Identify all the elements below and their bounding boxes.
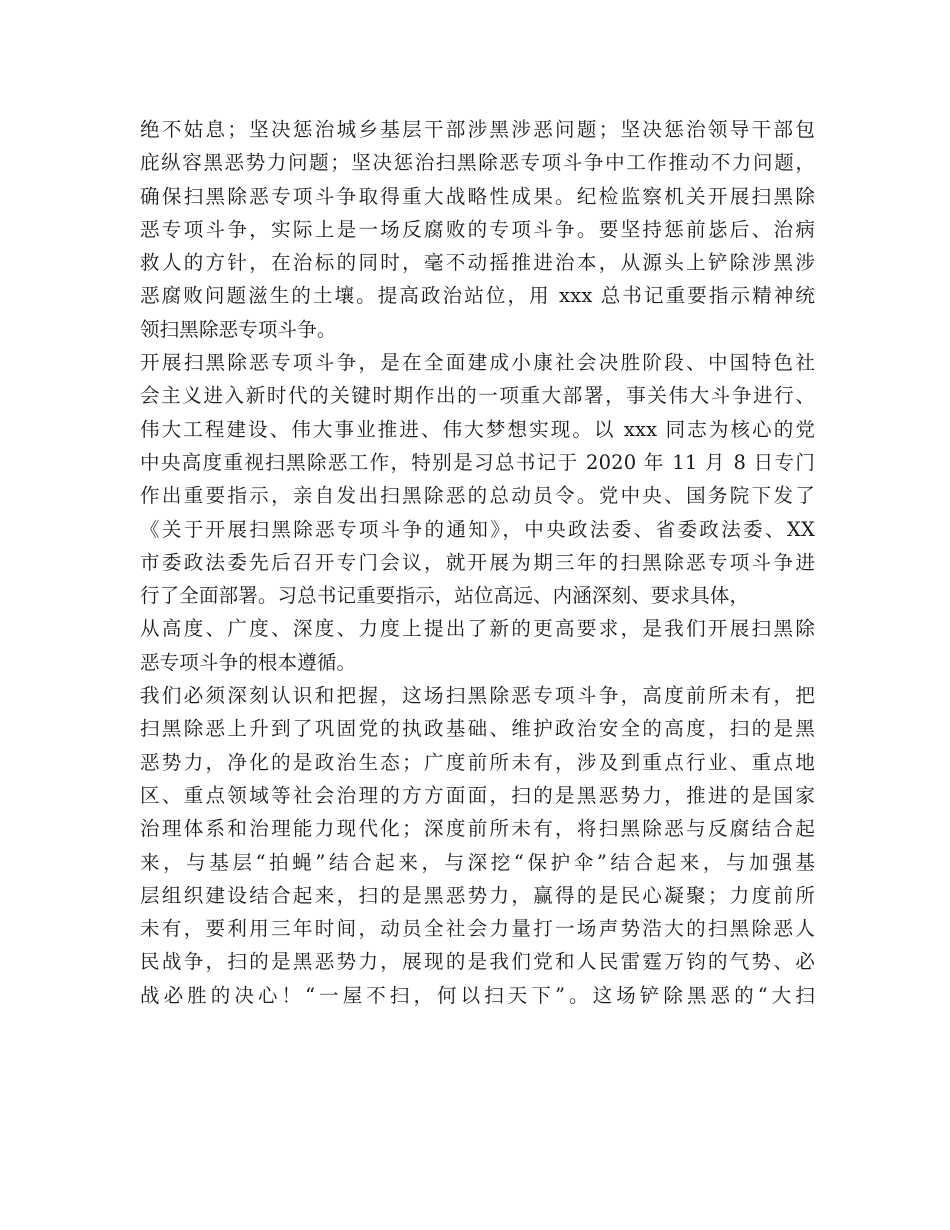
text-line: 会主义进入新时代的关键时期作出的一项重大部署，事关伟大斗争进行、 xyxy=(140,384,815,408)
text-line: 领扫黑除恶专项斗争。 xyxy=(140,317,337,341)
text-line: 恶腐败问题滋生的土壤。提高政治站位，用 xxx 总书记重要指示精神统 xyxy=(140,284,815,308)
document-body xyxy=(140,113,815,1012)
text-line: 民战争，扫的是黑恶势力，展现的是我们党和人民雷霆万钧的气势、必 xyxy=(140,950,815,974)
text-line: 治理体系和治理能力现代化；深度前所未有，将扫黑除恶与反腐结合起 xyxy=(140,817,815,841)
text-line: 伟大工程建设、伟大事业推进、伟大梦想实现。以 xxx 同志为核心的党 xyxy=(140,417,815,441)
text-line: 层组织建设结合起来，扫的是黑恶势力，赢得的是民心凝聚；力度前所 xyxy=(140,883,815,907)
text-line: 来，与基层“拍蝇”结合起来，与深挖“保护伞”结合起来，与加强基 xyxy=(140,850,815,874)
text-line: 开展扫黑除恶专项斗争，是在全面建成小康社会决胜阶段、中国特色社 xyxy=(140,351,815,375)
text-line: 确保扫黑除恶专项斗争取得重大战略性成果。纪检监察机关开展扫黑除 xyxy=(140,184,815,208)
text-line: 行了全面部署。习总书记重要指示，站位高远、内涵深刻、要求具体， xyxy=(140,584,750,608)
text-line: 《关于开展扫黑除恶专项斗争的通知》，中央政法委、省委政法委、XX xyxy=(140,517,815,541)
text-line: 市委政法委先后召开专门会议，就开展为期三年的扫黑除恶专项斗争进 xyxy=(140,550,815,574)
text-line: 扫黑除恶上升到了巩固党的执政基础、维护政治安全的高度，扫的是黑 xyxy=(140,717,815,741)
text-line: 区、重点领域等社会治理的方方面面，扫的是黑恶势力，推进的是国家 xyxy=(140,783,815,807)
text-line: 恶专项斗争，实际上是一场反腐败的专项斗争。要坚持惩前毖后、治病 xyxy=(140,217,815,241)
text-line: 从高度、广度、深度、力度上提出了新的更高要求，是我们开展扫黑除 xyxy=(140,617,815,641)
text-line: 绝不姑息；坚决惩治城乡基层干部涉黑涉恶问题；坚决惩治领导干部包 xyxy=(140,118,815,141)
text-line: 恶专项斗争的根本遵循。 xyxy=(140,650,357,674)
text-line: 庇纵容黑恶势力问题；坚决惩治扫黑除恶专项斗争中工作推动不力问题， xyxy=(140,151,815,175)
text-line: 我们必须深刻认识和把握，这场扫黑除恶专项斗争，高度前所未有，把 xyxy=(140,684,815,708)
text-line: 中央高度重视扫黑除恶工作，特别是习总书记于 2020 年 11 月 8 日专门 xyxy=(140,450,815,474)
text-line: 战必胜的决心！“一屋不扫，何以扫天下”。这场铲除黑恶的“大扫 xyxy=(140,983,815,1007)
text-line: 未有，要利用三年时间，动员全社会力量打一场声势浩大的扫黑除恶人 xyxy=(140,917,815,941)
text-line: 恶势力，净化的是政治生态；广度前所未有，涉及到重点行业、重点地 xyxy=(140,750,815,774)
text-line: 救人的方针，在治标的同时，毫不动摇推进治本，从源头上铲除涉黑涉 xyxy=(140,251,815,275)
text-line: 作出重要指示，亲自发出扫黑除恶的总动员令。党中央、国务院下发了 xyxy=(140,484,815,508)
